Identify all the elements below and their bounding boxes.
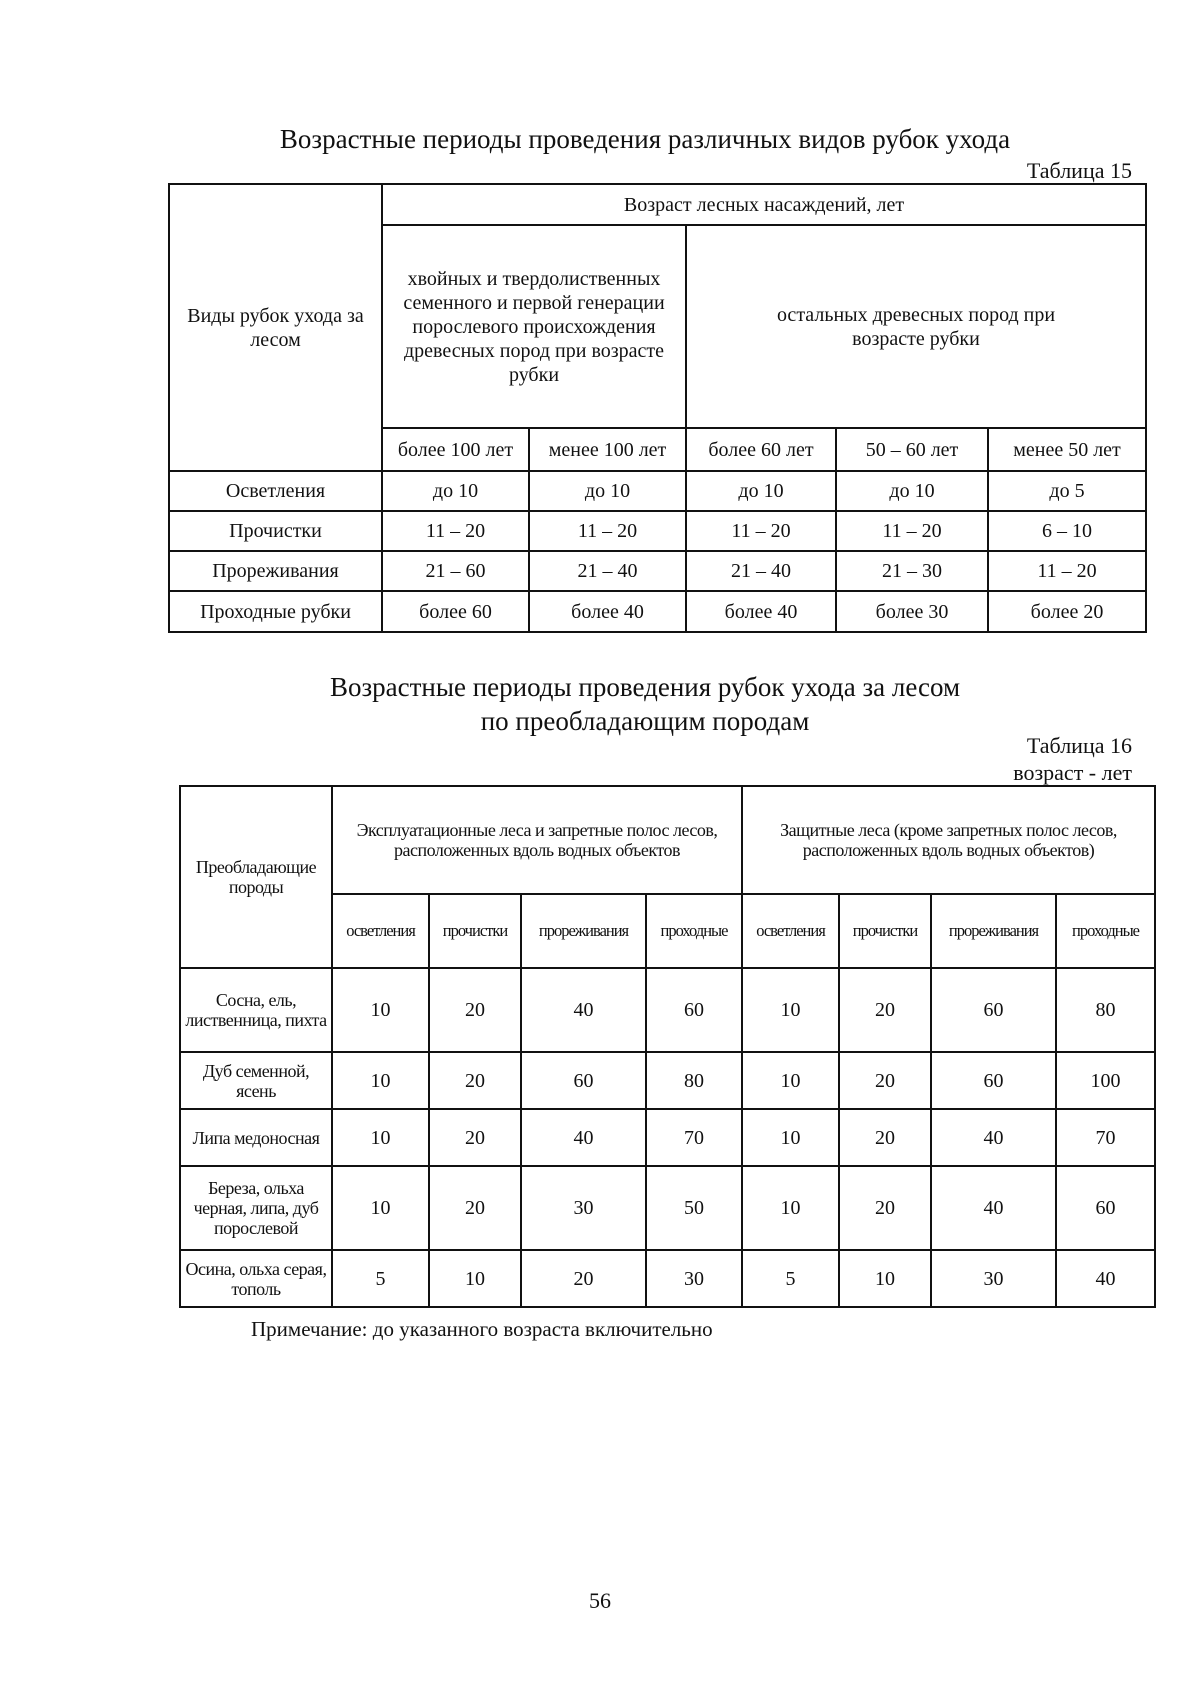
table-row [169,551,1146,591]
row-name: Осина, ольха серая, тополь [180,1250,332,1307]
cell: 11 – 20 [382,511,529,551]
cell: 5 [332,1250,429,1307]
cell: 21 – 60 [382,551,529,591]
cell: 20 [429,968,521,1052]
table-row [169,591,1146,632]
cell: 10 [332,1109,429,1166]
cell: 10 [429,1250,521,1307]
cell: 11 – 20 [529,511,686,551]
cell: 20 [839,1166,931,1250]
cell: 21 – 40 [529,551,686,591]
cell: 30 [646,1250,742,1307]
row-name: Прореживания [169,551,382,591]
row-name: Сосна, ель, лиственница, пихта [180,968,332,1052]
cell: 20 [429,1052,521,1109]
cell: 10 [742,1052,839,1109]
table-row [180,1052,1155,1109]
cell: 60 [931,1052,1056,1109]
cell: 10 [332,1052,429,1109]
table15-label: Таблица 15 [1026,158,1132,183]
table-row [169,511,1146,551]
cell: 10 [742,1109,839,1166]
cell: 20 [839,1052,931,1109]
cell: 80 [1056,968,1155,1052]
table-row [169,471,1146,511]
cell: 60 [1056,1166,1155,1250]
row-name: Дуб семенной, ясень [180,1052,332,1109]
table15-group2-header: остальных древесных пород при возрасте рубки [686,225,1146,428]
cell: до 10 [686,471,836,511]
cell: 30 [521,1166,646,1250]
table16-subheader: прочистки [429,894,521,968]
cell: более 40 [529,591,686,632]
cell: 70 [646,1109,742,1166]
cell: 11 – 20 [988,551,1146,591]
table15-group1-header: хвойных и твердолиственных семенного и первой генерации порослевого происхождения древесных пород при возрасте рубки [382,225,686,428]
cell: до 10 [529,471,686,511]
cell: 40 [931,1166,1056,1250]
row-name: Липа медоносная [180,1109,332,1166]
table15-subheader: более 100 лет [382,428,529,471]
table-row [180,968,1155,1052]
table-row [180,1166,1155,1250]
row-name: Проходные рубки [169,591,382,632]
cell: более 60 [382,591,529,632]
cell: 60 [521,1052,646,1109]
cell: 40 [521,968,646,1052]
table16-subheader: прореживания [521,894,646,968]
cell: 10 [332,1166,429,1250]
table16-subheader: проходные [646,894,742,968]
row-name: Прочистки [169,511,382,551]
cell: 21 – 40 [686,551,836,591]
cell: более 30 [836,591,988,632]
table16-note: Примечание: до указанного возраста включительно [251,1317,713,1341]
cell: до 10 [836,471,988,511]
cell: 20 [839,968,931,1052]
cell: 6 – 10 [988,511,1146,551]
table16-subheader: осветления [332,894,429,968]
cell: до 10 [382,471,529,511]
cell: 50 [646,1166,742,1250]
cell: 60 [931,968,1056,1052]
row-name: Береза, ольха черная, липа, дуб порослевой [180,1166,332,1250]
cell: 30 [931,1250,1056,1307]
cell: 20 [839,1109,931,1166]
table15-subheader: менее 50 лет [988,428,1146,471]
table16-subheader: прочистки [839,894,931,968]
cell: 40 [931,1109,1056,1166]
table15 [168,183,1147,633]
table16-subheader: проходные [1056,894,1155,968]
cell: 10 [742,1166,839,1250]
table15-subheader: более 60 лет [686,428,836,471]
table16-subheader: прореживания [931,894,1056,968]
table15-row-header: Виды рубок ухода за лесом [169,184,382,471]
cell: 5 [742,1250,839,1307]
cell: 10 [332,968,429,1052]
table16-group2-header: Защитные леса (кроме запретных полос лесов, расположенных вдоль водных объектов) [742,786,1155,894]
cell: 70 [1056,1109,1155,1166]
table16-row-header: Преобладающие породы [180,786,332,968]
table16-subheader: осветления [742,894,839,968]
page-number: 56 [589,1588,611,1613]
table15-subheader: менее 100 лет [529,428,686,471]
cell: 20 [429,1166,521,1250]
table15-subheader: 50 – 60 лет [836,428,988,471]
cell: 21 – 30 [836,551,988,591]
cell: 10 [742,968,839,1052]
cell: 100 [1056,1052,1155,1109]
cell: 11 – 20 [836,511,988,551]
table-row [180,1109,1155,1166]
row-name: Осветления [169,471,382,511]
table16-unit: возраст - лет [1013,760,1132,785]
cell: 80 [646,1052,742,1109]
table16-group1-header: Эксплуатационные леса и запретные полос лесов, расположенных вдоль водных объектов [332,786,742,894]
table16-title-line2: по преобладающим породам [480,706,810,736]
cell: до 5 [988,471,1146,511]
cell: 60 [646,968,742,1052]
table15-top-header: Возраст лесных насаждений, лет [382,184,1146,225]
cell: 11 – 20 [686,511,836,551]
table15-title: Возрастные периоды проведения различных видов рубок ухода [279,124,1011,154]
cell: 10 [839,1250,931,1307]
cell: 40 [1056,1250,1155,1307]
cell: более 20 [988,591,1146,632]
table16 [179,785,1156,1308]
table-row [180,1250,1155,1307]
table16-label: Таблица 16 [1026,733,1132,758]
cell: более 40 [686,591,836,632]
cell: 40 [521,1109,646,1166]
cell: 20 [429,1109,521,1166]
cell: 20 [521,1250,646,1307]
table16-title-line1: Возрастные периоды проведения рубок ухода за лесом [329,672,961,702]
